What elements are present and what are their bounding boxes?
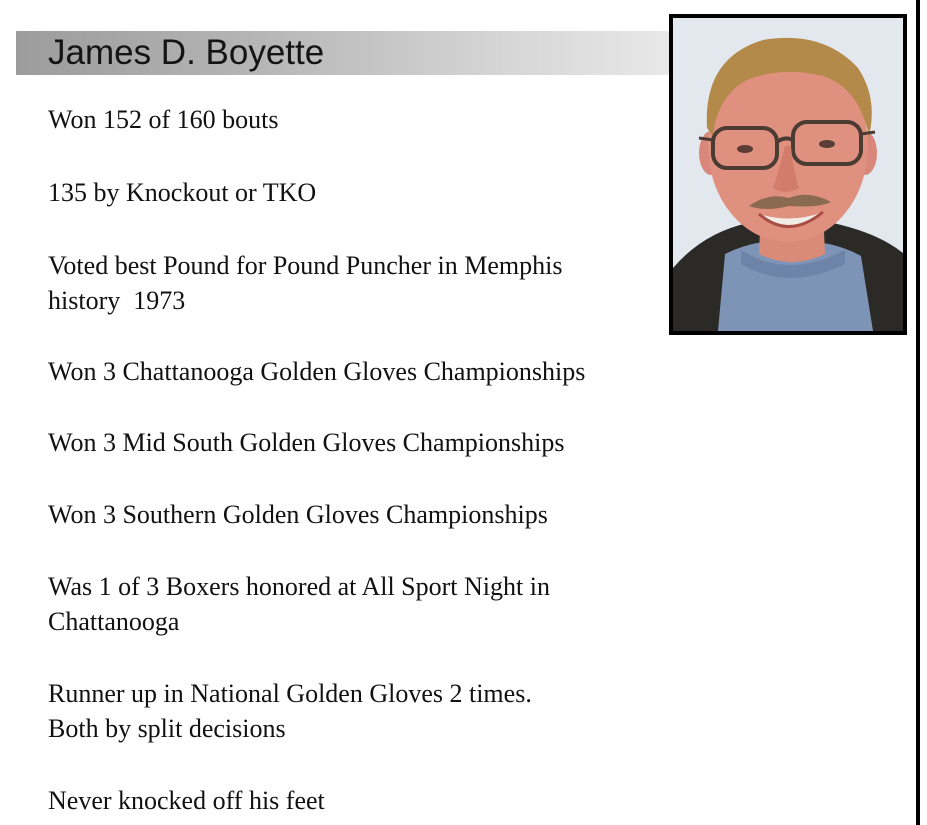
fact-line: Runner up in National Golden Gloves 2 times. (48, 679, 532, 708)
fact-line: Voted best Pound for Pound Puncher in Memphis (48, 251, 563, 280)
fact-item (48, 497, 548, 532)
fact-line: Won 3 Southern Golden Gloves Championships (48, 500, 548, 529)
fact-line: Was 1 of 3 Boxers honored at All Sport Night in (48, 572, 550, 601)
right-border-rule (916, 0, 920, 825)
fact-line: Chattanooga (48, 607, 180, 636)
fact-item (48, 569, 550, 639)
fact-line: Won 3 Mid South Golden Gloves Championships (48, 428, 565, 457)
page-title: James D. Boyette (48, 33, 325, 72)
fact-line: Won 3 Chattanooga Golden Gloves Championships (48, 357, 586, 386)
fact-item (48, 354, 585, 389)
fact-item (48, 425, 564, 460)
fact-line: Both by split decisions (48, 714, 286, 743)
fact-line: Won 152 of 160 bouts (48, 105, 279, 134)
fact-line: history 1973 (48, 286, 186, 315)
portrait-photo (669, 14, 907, 335)
fact-line: 135 by Knockout or TKO (48, 178, 317, 207)
fact-line: Never knocked off his feet (48, 786, 325, 815)
fact-item (48, 175, 316, 210)
fact-item (48, 676, 532, 746)
fact-item (48, 783, 325, 818)
fact-item (48, 248, 562, 318)
portrait-photo-icon (673, 18, 903, 331)
fact-item (48, 102, 278, 137)
